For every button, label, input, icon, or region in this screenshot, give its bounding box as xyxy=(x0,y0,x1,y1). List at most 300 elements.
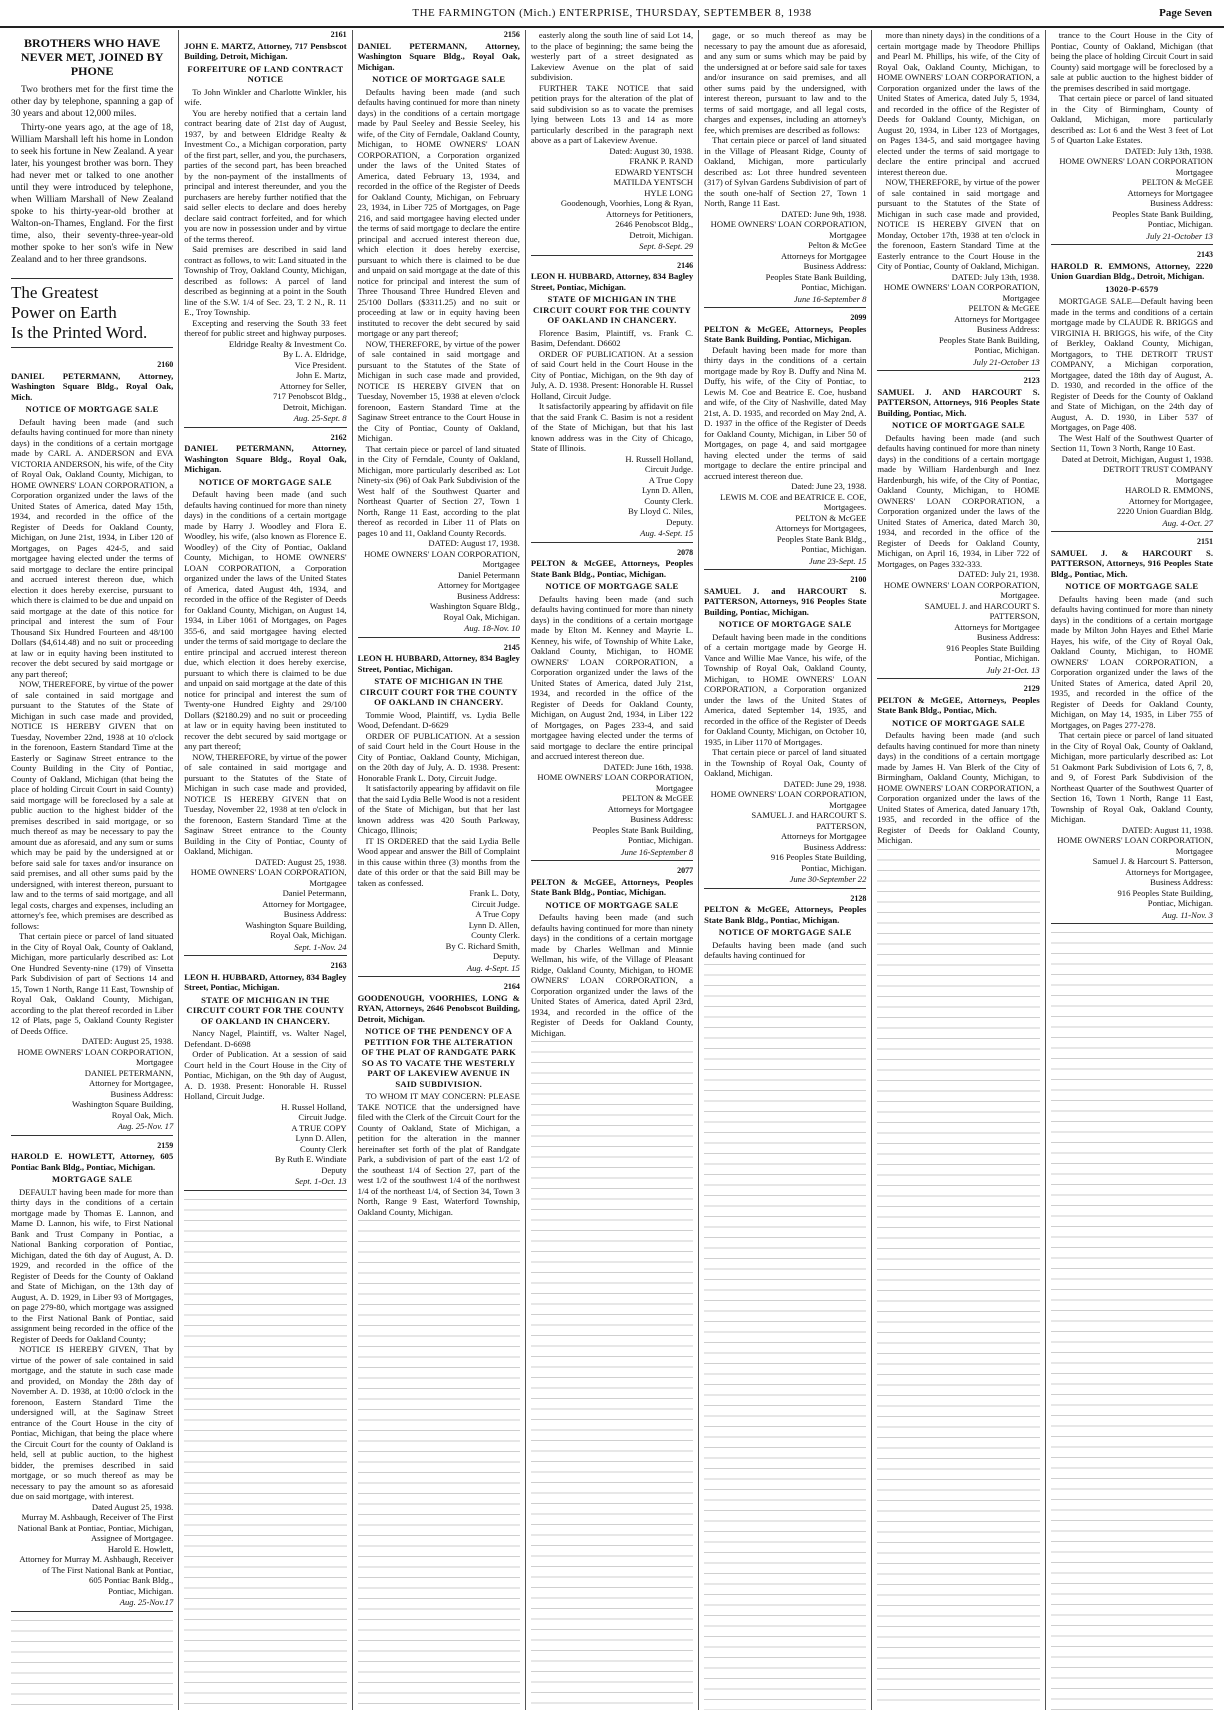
notice-signature-line: PELTON & McGEE xyxy=(795,512,867,523)
notice-signature-line: By Lloyd C. Niles, xyxy=(627,506,694,516)
notice-signature-line: Mortgagees. xyxy=(823,502,867,512)
notice-signature-line: HYLE LONG xyxy=(644,187,694,198)
legal-notice xyxy=(704,894,866,961)
notice-signature-line: Pontiac, Michigan. xyxy=(974,345,1040,355)
notice-attorney-header: JOHN E. MARTZ, Attorney, 717 Pensbscot Building, Detroit, Michigan. xyxy=(184,40,347,61)
masthead xyxy=(0,0,1224,28)
notice-run-dates: Aug. 25-Sept. 8 xyxy=(184,413,346,428)
notice-paragraph: easterly along the south line of said Lot 14, to the place of beginning; the same being the westerly part of a street designated as Lakeview Avenue on the plat of said subdivision. xyxy=(530,30,694,82)
notice-paragraph: NOTICE IS HEREBY GIVEN, That by virtue of the power of sale contained in said mortgage, and the statute in such case made and provided, on Monday the 28th day of November A. D. 1938, at 10:00 o'clock in the forenoon, Eastern Standard Time the undersigned will, at the Saginaw Street entrance of the Court House in the city of Pontiac, Michigan, that being the place where the Circuit Court for the county of Oakland is held, sell at public auction, to the highest bidder, the premises described in said mortgage, or so much thereof as may be necessary to pay the amount so as aforesaid due on said mortgage, with interest. xyxy=(11,1344,174,1501)
notice-run-dates: July 21-October 13 xyxy=(877,357,1039,372)
notice-paragraph: more than ninety days) in the conditions of a certain mortgage made by Theodore Phillips and Pearl M. Phillips, his wife, of the City of Royal Oak, Oakland County, Michigan, to HOME OWNERS' LOAN CORPORATION, a Corporation organized under the laws of the United States of America, dated July 5, 1934, and recorded in the office of the Register of Deeds for Oakland County, Michigan, on August 20, 1934, in Liber 123 of Mortgages, on Pages 134-5, and said mortgagee having elected under the terms of said mortgage to declare the entire principal and accrued interest thereon due. xyxy=(877,30,1040,177)
notice-signature-line: Pontiac, Michigan. xyxy=(108,1585,174,1596)
notice-signature-line: Washington Square Bldg., xyxy=(429,601,520,611)
notice-signature-line: HOME OWNERS' LOAN CORPORATION, xyxy=(710,219,867,229)
newspaper-columns xyxy=(6,30,1218,1710)
notice-paragraph: Defaults having been made (and such defaults having continued for more than ninety days) in the conditions of a certain mortgage made by William Hardenburgh and Inez Hardenburgh, his wife, of the City of Pontiac, Oakland County, Michigan, to HOME OWNERS' LOAN CORPORATION, a Corporation organized under the laws of the United States of America, dated March 30, 1934, and recorded in the office of the Register of Deeds for Oakland County, Michigan, on April 16, 1934, in Liber 722 of Mortgages, on Pages 332-333. xyxy=(877,432,1040,569)
legal-notices xyxy=(531,30,693,1038)
notice-paragraph: That certain piece or parcel of land situated in the City of Ferndale, County of Oakland, Michigan, more particularly described as: Lot Ninety-six (96) of Oak Park Subdivision of the West half of the Southwest Quarter and Northeast Quarter of Section 27, Town 1 North, Range 11 East, according to the plat thereof as recorded in Liber 11 of Plats on pages 10 and 11, Oakland County Records. xyxy=(357,443,520,538)
notice-paragraph: Said premises are described in said land contract as follows, to wit: Land situated in the Township of Troy, Oakland County, Michigan, described as follows: A parcel of land described as beginning at a point in the South line of the S.W. 1/4 of Sec. 23, T. 2 N., R. 11 E., Troy Township. xyxy=(184,244,347,317)
notice-signature-line: Mortgagee xyxy=(1175,474,1213,485)
notice-caption: STATE OF MICHIGAN IN THE CIRCUIT COURT FOR THE COUNTY OF OAKLAND IN CHANCERY. xyxy=(532,294,691,325)
notice-signature-line: Pontiac, Michigan. xyxy=(1147,898,1213,908)
notice-signature-line: Peoples State Bank Building, xyxy=(1112,208,1213,219)
notice-signature-line: Daniel Petermann, xyxy=(282,888,347,898)
notice-caption: NOTICE OF MORTGAGE SALE xyxy=(545,899,679,910)
notice-run-dates: Aug. 18-Nov. 10 xyxy=(358,623,520,638)
notice-signature-line: County Clerk. xyxy=(644,495,694,506)
notice-signature-line: Pontiac, Michigan. xyxy=(801,282,867,292)
notice-caption: NOTICE OF MORTGAGE SALE xyxy=(25,404,159,414)
notice-signature-line: 2646 Penobscot Bldg., xyxy=(615,219,694,229)
notice-signature-line: Mortgagee xyxy=(1175,845,1213,856)
notice-number: 2143 xyxy=(1196,250,1213,259)
notice-caption: NOTICE OF MORTGAGE SALE xyxy=(892,420,1026,430)
promo-line: Is the Printed Word. xyxy=(11,323,148,342)
legal-notice xyxy=(531,548,693,862)
legal-notices xyxy=(358,30,520,1217)
legal-notices xyxy=(704,30,866,961)
notice-signature-line: LEWIS M. COE and BEATRICE E. COE, xyxy=(720,491,867,502)
notice-paragraph: Florence Basim, Plaintiff, vs. Frank C. Basim, Defendant. D6602 xyxy=(530,327,694,348)
notice-number: 2161 xyxy=(330,30,347,39)
notice-paragraph: Defaults having been made (and such defaults having continued for more than ninety days) in the conditions of a certain mortgage made by Paul Seeley and Bessie Seeley, his wife, of the City of Ferndale, Oakland County, Michigan, to HOME OWNERS' LOAN CORPORATION, a Corporation organized under the laws of the United States of America, dated February 13, 1934, and recorded in the office of the Register of Deeds for Oakland County, Michigan, on February 23, 1934, in Liber 725 of Mortgages, on Page 216, and said mortgagee having elected under the terms of said mortgage to declare the entire principal and accrued interest thereon due, which election it does hereby exercise, pursuant to which there is claimed to be due and unpaid on said mortgage at the date of this notice for principal and interest the sum of Three Thousand Three Hundred Eleven and 25/100 Dollars ($3311.25) and no suit or proceeding at law or in equity having been instituted to recover the debt secured by said mortgage or any part thereof; xyxy=(357,86,520,338)
notice-signature-line: Business Address: xyxy=(1150,198,1213,208)
legal-notices xyxy=(1051,30,1213,924)
notice-attorney-header: PELTON & McGEE, Attorneys, Peoples State Bank Bldg., Pontiac, Mich. xyxy=(877,694,1040,715)
notice-signature-line: A True Copy xyxy=(475,909,520,919)
notice-run-dates: June 16-September 8 xyxy=(531,847,693,862)
printed-word-promo xyxy=(11,278,173,348)
notice-run-dates: Aug. 4-Oct. 27 xyxy=(1051,518,1213,533)
notice-signature-line: Pontiac, Michigan. xyxy=(627,835,694,845)
notice-run-dates: July 21-October 13 xyxy=(1051,231,1213,246)
notice-paragraph: NOW, THEREFORE, by virtue of the power of sale contained in said mortgage and pursuant to the Statutes of the State of Michigan in such case made and provided, NOTICE IS HEREBY GIVEN that on Tuesday, November 15, 1938 at eleven o'clock forenoon, Eastern Standard Time at the Saginaw Street entrance to the Court House in the City of Pontiac, County of Oakland, Michigan. xyxy=(357,338,520,443)
legal-notice xyxy=(704,575,866,889)
legal-notice xyxy=(358,982,520,1217)
notice-signature-line: Daniel Petermann xyxy=(458,569,520,580)
notice-signature-line: HOME OWNERS' LOAN CORPORATION, xyxy=(364,548,520,559)
notice-number: 2078 xyxy=(677,547,694,557)
notice-signature-line: John E. Martz, xyxy=(295,370,347,380)
notice-caption: NOTICE OF MORTGAGE SALE xyxy=(718,619,852,629)
notice-dated: DATED: August 25, 1938. xyxy=(81,1036,174,1046)
notice-signature-line: Business Address: xyxy=(457,590,520,601)
notice-signature-line: Attorney for Seller, xyxy=(279,380,347,391)
notice-run-dates: June 23-Sept. 15 xyxy=(704,556,866,571)
notice-signature-line: Attorneys for Mortgagee xyxy=(954,313,1040,324)
notice-signature-line: PELTON & McGEE xyxy=(621,793,694,803)
column-7 xyxy=(1046,30,1218,1710)
notice-signature-line: Attorneys for Petitioners, xyxy=(606,208,694,219)
notice-signature-line: SAMUEL J. and HARCOURT S. PATTERSON, xyxy=(924,600,1040,621)
notice-signature-line: HOME OWNERS' LOAN CORPORATION, xyxy=(537,772,694,782)
notice-paragraph: It satisfactorily appearing by affidavit on file that the said Frank C. Basim is not a resident of the State of Michigan, but that his last known address was in the City of Chicago, State of Illinois. xyxy=(530,401,694,453)
notice-signature-line: Royal Oak, Mich. xyxy=(111,1109,174,1120)
notice-signature-line: PELTON & McGEE xyxy=(968,303,1040,313)
notice-signature-line: County Clerk. xyxy=(471,930,520,940)
legal-notice xyxy=(877,30,1039,371)
legal-notice xyxy=(877,376,1039,679)
notice-attorney-header: SAMUEL J. AND HARCOURT S. PATTERSON, Attorneys, 916 Peoples State Building, Pontiac, Mich. xyxy=(877,386,1040,418)
story-paragraph: Thirty-one years ago, at the age of 18, William Marshall left his home in London to seek his fortune in New Zealand. A year later, his youngest brother was born. They had never met or talked to one another until they were introduced by telephone, when William Marshall of New Zealand spoke to his thirty-year-old brother at Walton-on-Thames, England. For the first time, also, their seventy-three-year-old mother spoke to her son's wife in New Zealand and to her three grandsons. xyxy=(11,123,174,265)
legal-notice xyxy=(531,261,693,543)
notice-number: 2162 xyxy=(330,432,347,442)
notice-attorney-header: SAMUEL J. and HARCOURT S. PATTERSON, Attorneys, 916 Peoples State Building, Pontiac, Michigan. xyxy=(704,585,867,617)
promo-line: Power on Earth xyxy=(11,303,117,322)
notice-signature-line: Business Address: xyxy=(976,632,1040,642)
notice-paragraph: That certain piece or parcel of land situated in the Village of Pleasant Ridge, County of Oakland, Michigan, more particularly described as: Lot three hundred seventeen (317) of Sylvan Gardens Subdivision of part of the south one-half of Section 27, Town 1 North, Range 11 East. xyxy=(704,135,867,208)
notice-signature-line: Vice President. xyxy=(294,359,347,370)
notice-signature-line: HAROLD R. EMMONS, xyxy=(1125,485,1213,495)
notice-paragraph: That certain piece or parcel of land situated in the Township of Royal Oak, County of Oakland, Michigan. xyxy=(704,747,867,778)
page-number: Page Seven xyxy=(1159,7,1212,19)
notice-signature-line: Peoples State Bank Building, xyxy=(938,334,1040,345)
notice-signature-line: By C. Richard Smith, xyxy=(445,940,520,951)
notice-paragraph: FURTHER TAKE NOTICE that said petition prays for the alteration of the plat of said subdivision so as to vacate the premises lying between Lots 13 and 14 as more particularly described in the paragraph next above as a part of Lakeview Avenue. xyxy=(530,82,694,145)
notice-signature-line: Peoples State Bank Building, xyxy=(765,271,867,282)
notice-attorney-header: LEON H. HUBBARD, Attorney, 834 Bagley Street, Pontiac, Michigan. xyxy=(530,271,694,292)
notice-signature-line: 916 Peoples State Building, xyxy=(1117,887,1213,898)
notice-signature-line: Attorneys for Mortgagee, xyxy=(1125,866,1213,877)
notice-paragraph: Order of Publication. At a session of said Court held in the Court House in the City of Pontiac, Michigan, on the 9th day of August, A. D. 1938. Present: Honorable H. Russel Holland, Circuit Judge. xyxy=(184,1049,347,1101)
legal-notice xyxy=(531,30,693,256)
notice-run-dates: Sept. 1-Nov. 24 xyxy=(184,942,346,957)
notice-signature-line: H. Russel Holland, xyxy=(281,1101,347,1112)
notice-signature-line: Business Address: xyxy=(283,909,347,919)
legal-notice xyxy=(1051,537,1213,924)
notice-signature-line: Pontiac, Michigan. xyxy=(801,862,867,873)
notice-paragraph: Defaults having been made (and such defaults having continued for more than ninety days) in the conditions of a certain mortgage made by Charles Wellman and Minnie Wellman, his wife, of the Village of Pleasant Ridge, Oakland County, Michigan, to HOME OWNERS' LOAN CORPORATION, a Corporation organized under the laws of the United States of America, dated April 23rd, 1934, and recorded in the office of the Register of Deeds for Oakland County, Michigan. xyxy=(530,912,694,1038)
notice-signature-line: Eldridge Realty & Investment Co. xyxy=(228,338,347,349)
notice-caption: STATE OF MICHIGAN IN THE CIRCUIT COURT FOR THE COUNTY OF OAKLAND IN CHANCERY. xyxy=(186,994,345,1026)
notice-signature-line: Peoples State Bank Bldg., xyxy=(776,533,867,544)
notice-signature-line: Detroit, Michigan. xyxy=(629,229,694,240)
notice-paragraph: To John Winkler and Charlotte Winkler, his wife. xyxy=(184,86,347,107)
notice-paragraph: It satisfactorily appearing by affidavit on file that the said Lydia Belle Wood is not a resident of the State of Michigan, but that her last known address was 420 South Parkway, Chicago, Illinois; xyxy=(357,783,520,835)
notice-attorney-header: HAROLD R. EMMONS, Attorney, 2220 Union Guardian Bldg., Detroit, Michigan. xyxy=(1050,260,1213,281)
notice-paragraph: gage, or so much thereof as may be necessary to pay the amount due as aforesaid, and any sum or sums which may be paid by the undersigned at or before said sale for taxes and/or insurance on said premises, and all other sums paid by the undersigned, with interest thereon, pursuant to law and to the terms of said mortgage, and all legal costs, charges and expenses, including an attorney's fee, which premises are described as follows: xyxy=(704,30,867,135)
notice-caption: NOTICE OF THE PENDENCY OF A PETITION FOR THE ALTERATION OF THE PLAT OF RANDGATE PARK SO AS TO VACATE THE WESTERLY PART OF LAKEVIEW AVENUE IN SAID SUBDIVISION. xyxy=(361,1026,517,1089)
notice-number: 2151 xyxy=(1196,537,1213,546)
notice-caption: NOTICE OF MORTGAGE SALE xyxy=(718,927,852,937)
notice-signature-line: Business Address: xyxy=(803,841,867,852)
legal-notice xyxy=(704,30,866,308)
notice-attorney-header: PELTON & McGEE, Attorneys, Peoples State Bank Bldg., Pontiac, Michigan. xyxy=(530,876,694,897)
promo-line: The Greatest xyxy=(11,283,99,302)
story-paragraph: Two brothers met for the first time the other day by telephone, spanning a gap of 30 years and about 12,000 miles. xyxy=(11,85,174,119)
notice-attorney-header: PELTON & McGEE, Attorneys, Peoples State Bank Building, Pontiac, Michigan. xyxy=(704,323,867,344)
notice-signature-line: Lynn D. Allen, xyxy=(295,1133,347,1143)
notice-signature-line: Attorneys for Mortgagee xyxy=(954,621,1040,632)
notice-paragraph: That certain piece or parcel of land situated in the City of Royal Oak, County of Oakland, Michigan, more particularly described as: Lot One Hundred Seventy-nine (179) of Vinsetta Park Subdivision of part of Sections 14 and 15, Town 1 North, Range 11 East, Township of Royal Oak, Oakland County, Michigan, according to the plat thereof recorded in Liber 12 of Plats, page 5, Oakland County Register of Deeds Office. xyxy=(11,931,174,1036)
notice-signature-line: Harold E. Howlett, xyxy=(107,1543,174,1554)
notice-run-dates: Aug. 25-Nov. 17 xyxy=(11,1121,173,1136)
notice-caption: NOTICE OF MORTGAGE SALE xyxy=(372,74,506,84)
notice-dated: Dated: August 30, 1938. xyxy=(609,145,694,156)
notice-dated: DATED: August 17, 1938. xyxy=(428,538,520,548)
notice-signature-line: Business Address: xyxy=(110,1088,174,1099)
notice-number: 2163 xyxy=(330,961,347,970)
legal-notices xyxy=(11,360,173,1612)
notice-number: 2156 xyxy=(503,30,520,39)
story-headline: BROTHERS WHO HAVE NEVER MET, JOINED BY PHONE xyxy=(20,36,164,78)
column-text-continuation xyxy=(531,1038,693,1710)
notice-attorney-header: DANIEL PETERMANN, Attorney, Washington Square Bldg., Royal Oak, Mich. xyxy=(11,370,174,402)
notice-signature-line: SAMUEL J. and HARCOURT S. PATTERSON, xyxy=(751,810,867,831)
notice-dated: DATED: July 13th, 1938. xyxy=(951,271,1040,282)
notice-signature-line: A TRUE COPY xyxy=(291,1122,347,1133)
notice-signature-line: 717 Penobscot Bldg., xyxy=(273,391,347,401)
notice-signature-line: Attorney for Mortgagee, xyxy=(89,1078,174,1088)
legal-notice xyxy=(184,961,346,1191)
notice-signature-line: Attorneys for Mortgagee xyxy=(607,803,694,814)
notice-signature-line: Washington Square Building, xyxy=(245,919,347,930)
notice-signature-line: Attorney for Mortgagee xyxy=(437,580,520,590)
notice-dated: Dated: June 23, 1938. xyxy=(791,481,867,491)
column-text-continuation xyxy=(704,961,866,1711)
notice-number: 2159 xyxy=(157,1140,174,1150)
notice-number: 2160 xyxy=(157,360,174,369)
column-text-continuation xyxy=(184,1196,346,1711)
notice-signature-line: Deputy xyxy=(321,1164,347,1175)
newspaper-title: THE FARMINGTON (Mich.) ENTERPRISE, THURSDAY, SEPTEMBER 8, 1938 xyxy=(412,7,812,19)
notice-run-dates: Aug. 4-Sept. 15 xyxy=(358,963,520,978)
notice-attorney-header: LEON H. HUBBARD, Attorney, 834 Bagley Street, Pontiac, Michigan. xyxy=(184,971,347,992)
notice-paragraph: Defaults having been made (and such defaults having continued for more than ninety days) in the conditions of a certain mortgage made by Elton M. Kenney and Mayrie L. Kenney, his wife, of Township of White Lake, Oakland County, Michigan, to HOME OWNERS' LOAN CORPORATION, a Corporation organized under the laws of the United States of America, dated July 21st, 1934, and recorded in the office of the Register of Deeds for Oakland County, Michigan, on August 2nd, 1934, in Liber 122 of Mortgages, on Pages 233-4, and said mortgagee having elected under the terms of said mortgage to declare the entire principal and accrued interest thereon due. xyxy=(530,593,694,761)
notice-paragraph: Defaults having been made (and such defaults having continued for xyxy=(704,939,867,960)
notice-paragraph: Excepting and reserving the South 33 feet thereof for public street and highway purposes. xyxy=(184,317,347,338)
column-text-continuation xyxy=(11,1617,173,1711)
notice-signature-line: Business Address: xyxy=(630,814,694,824)
notice-run-dates: June 16-September 8 xyxy=(704,294,866,309)
notice-signature-line: HOME OWNERS' LOAN CORPORATION, xyxy=(1057,835,1213,845)
legal-notice xyxy=(184,433,346,957)
notice-signature-line: Mortgagee xyxy=(1002,292,1040,303)
notice-signature-line: HOME OWNERS' LOAN CORPORATION, xyxy=(17,1046,174,1057)
column-6 xyxy=(872,30,1045,1710)
notice-dated: DATED: August 25, 1938. xyxy=(255,856,347,867)
notice-signature-line: EDWARD YENTSCH xyxy=(614,166,694,177)
notice-caption: NOTICE OF MORTGAGE SALE xyxy=(1065,581,1199,591)
notice-paragraph: IT IS ORDERED that the said Lydia Belle Wood appear and answer the Bill of Complaint in this cause within three (3) months from the date of this order or that the said Bill may be taken as confessed. xyxy=(357,835,520,888)
notice-attorney-header: DANIEL PETERMANN, Attorney, Washington Square Bldg., Royal Oak, Michigan. xyxy=(184,443,347,474)
notice-signature-line: Attorney for Mortgagee, xyxy=(1128,495,1213,506)
notice-paragraph: NOW, THEREFORE, by virtue of the power of sale contained in said mortgage and pursuant to the Statutes of the State of Michigan in such case made and provided, NOTICE IS HEREBY GIVEN that on Monday, October 17th, 1938 at ten o'clock in the forenoon, Eastern Standard Time at the Easterly entrance to the Court House in the City of Pontiac, County of Oakland, Michigan. xyxy=(877,177,1040,271)
notice-signature-line: Mortgagee. xyxy=(1000,590,1040,600)
notice-signature-line: 2220 Union Guardian Bldg. xyxy=(1117,506,1213,516)
column-5 xyxy=(699,30,872,1710)
legal-notice xyxy=(1051,30,1213,245)
notice-signature-line: Mortgagee xyxy=(482,559,520,569)
notice-signature-line: Mortgagee xyxy=(1175,166,1213,177)
notice-signature-line: Royal Oak, Michigan. xyxy=(270,930,347,940)
notice-paragraph: ORDER OF PUBLICATION. At a session of said Court held in the Court House in the City of Pontiac, Oakland County, Michigan, on the 20th day of July, A. D. 1938. Present: Honorable Frank L. Doty, Circuit Judge. xyxy=(357,730,520,783)
notice-paragraph: That certain piece or parcel of land situated in the City of Birmingham, County of Oakland, Michigan, more particularly described as: Lot 6 and the West 3 feet of Lot 5 of Quarton Lake Estates. xyxy=(1050,93,1213,145)
notice-signature-line: Attorneys for Mortgagee xyxy=(780,831,867,841)
notice-attorney-header: SAMUEL J. & HARCOURT S. PATTERSON, Attorneys, 916 Peoples State Bldg., Pontiac, Mich. xyxy=(1050,547,1213,579)
column-2 xyxy=(179,30,352,1710)
notice-dated: DATED: July 21, 1938. xyxy=(958,569,1040,579)
notice-run-dates: Aug. 4-Sept. 15 xyxy=(531,528,693,543)
notice-signature-line: PELTON & McGEE xyxy=(1141,177,1213,187)
notice-paragraph: NOW, THEREFORE, by virtue of the power of sale contained in said mortgage and pursuant to the Statutes of the State of Michigan in such case made and provided, NOTICE IS HEREBY GIVEN that on Tuesday, November 22, 1938 at ten o'clock in the forenoon, Eastern Standard Time at the Saginaw Street entrance to the County Building in the City of Pontiac, County of Oakland, Michigan. xyxy=(184,751,347,856)
notice-signature-line: Detroit, Michigan. xyxy=(282,401,347,412)
notice-signature-line: Pontiac, Michigan. xyxy=(801,544,867,554)
notice-paragraph: Tommie Wood, Plaintiff, vs. Lydia Belle Wood, Defendant. D-6629 xyxy=(357,709,520,730)
legal-notice xyxy=(1051,250,1213,532)
notice-signature-line: HOME OWNERS' LOAN CORPORATION, xyxy=(190,867,347,877)
legal-notice xyxy=(531,866,693,1038)
column-3 xyxy=(353,30,526,1710)
notice-attorney-header: HAROLD E. HOWLETT, Attorney, 605 Pontiac Bank Bldg., Pontiac, Michigan. xyxy=(11,1151,174,1172)
notice-signature-line: Mortgagee xyxy=(309,877,347,888)
notice-attorney-header: GOODENOUGH, VOORHIES, LONG & RYAN, Attorneys, 2646 Penobscot Building, Detroit, Michigan. xyxy=(357,992,520,1024)
notice-paragraph: Default having been made in the conditions of a certain mortgage made by George H. Vance and Willie Mae Vance, his wife, of the Township of Royal Oak, Oakland County, Michigan, to HOME OWNERS' LOAN CORPORATION, a Corporation organized under the laws of the United States of America, dated September 14, 1935, and recorded in the office of the Register of Deeds for Oakland County, Michigan, on October 10, 1935, in Liber 1170 of Mortgages. xyxy=(704,631,867,747)
notice-paragraph: That certain piece or parcel of land situated in the City of Royal Oak, County of Oakland, Michigan, more particularly described as: Lot 51 Oakmont Park Subdivision of Lots 6, 7, 8, and 9, of Forest Park Subdivision of the Northeast Quarter of the Southwest Quarter of Section 16, Town 1 North, Range 11 East, Township of Royal Oak, Oakland County, Michigan. xyxy=(1050,730,1213,824)
story-body xyxy=(11,84,173,266)
notice-signature-line: Attorney for Mortgagee, xyxy=(262,898,347,909)
notice-signature-line: Mortgagee xyxy=(655,782,694,793)
notice-signature-line: Attorneys for Mortgagee xyxy=(780,250,867,261)
notice-run-dates: Aug. 11-Nov. 3 xyxy=(1051,910,1213,925)
notice-signature-line: DETROIT TRUST COMPANY xyxy=(1102,464,1213,474)
notice-caption: STATE OF MICHIGAN IN THE CIRCUIT COURT FOR THE COUNTY OF OAKLAND IN CHANCERY. xyxy=(359,676,518,707)
column-text-continuation xyxy=(1051,929,1213,1710)
notice-signature-line: FRANK P. RAND xyxy=(629,156,694,166)
notice-dated: DATED: July 13th, 1938. xyxy=(1124,145,1213,156)
notice-paragraph: ORDER OF PUBLICATION. At a session of said Court held in the Court House in the City of Pontiac, Michigan, on the 9th day of July, A. D. 1938. Present: Honorable H. Russel Holland, Circuit Judge. xyxy=(530,348,694,401)
notice-run-dates: Sept. 1-Oct. 13 xyxy=(184,1176,346,1191)
notice-dated: Dated August 25, 1938. xyxy=(91,1501,174,1512)
legal-notice xyxy=(358,30,520,638)
notice-signature-line: Attorneys for Mortgagee xyxy=(1127,187,1213,198)
notice-dated: DATED: August 11, 1938. xyxy=(1121,824,1213,835)
notice-number: 2164 xyxy=(503,982,520,991)
legal-notice xyxy=(184,30,346,428)
notice-signature-line: A True Copy xyxy=(648,474,694,485)
notice-signature-line: Frank L. Doty, xyxy=(469,888,520,898)
notice-caption: NOTICE OF MORTGAGE SALE xyxy=(892,717,1026,728)
notice-run-dates: Sept. 8-Sept. 29 xyxy=(531,241,693,256)
notice-paragraph: Default having been made (and such defaults having continued for more than ninety days) in the conditions of a certain mortgage made by CARL A. ANDERSON and EVA VICTORIA ANDERSON, his wife, of the City of Royal Oak, Oakland County, Michigan, to HOME OWNERS' LOAN CORPORATION, a Corporation organized under the laws of the United States of America, dated May 15th, 1934, and recorded in the office of the Register of Deeds for Oakland County, Michigan, on June 21st, 1934, in Liber 120 of Mortgages, on Pages 424-5, and said mortgagee having elected under the terms of said mortgage to declare the entire principal and accrued interest thereon due, which election it does hereby exercise, pursuant to which there is claimed to be due and unpaid on said mortgage at the date of this notice for principal and interest the sum of Four Thousand Six Hundred Fourteen and 48/100 Dollars ($4,614.48) and no suit or proceeding at law or in equity having been instituted to recover the debt secured by said mortgage or any part thereof; xyxy=(11,416,174,679)
column-4 xyxy=(526,30,699,1710)
notice-signature-line: Attorneys for Mortgagees, xyxy=(775,523,867,533)
notice-signature-line: Business Address: xyxy=(803,261,867,271)
legal-notices xyxy=(184,30,346,1191)
notice-paragraph: Defaults having been made (and such defaults having continued for more than ninety days) in the conditions of a certain mortgage made by James H. Van Blerk of the City of Birmingham, Oakland County, Michigan, to HOME OWNERS' LOAN CORPORATION, a Corporation organized under the laws of the United States of America, dated January 17th, 1935, and recorded in the office of the Register of Deeds for Oakland County, Michigan. xyxy=(877,730,1040,845)
notice-run-dates: Aug. 25-Nov.17 xyxy=(11,1597,173,1612)
notice-signature-line: 916 Peoples State Building xyxy=(946,642,1040,653)
notice-signature-line: Murray M. Ashbaugh, Receiver of The First National Bank at Pontiac, Pontiac, Michigan, xyxy=(17,1512,174,1533)
notice-signature-line: Circuit Judge. xyxy=(644,464,694,474)
notice-signature-line: Peoples State Bank Building, xyxy=(592,824,694,835)
notice-dated: DATED: June 29, 1938. xyxy=(783,778,867,789)
notice-signature-line: County Clerk xyxy=(300,1143,347,1154)
notice-signature-line: Washington Square Building, xyxy=(72,1099,174,1109)
notice-signature-line: Mortgagee xyxy=(136,1057,174,1067)
notice-signature-line: Deputy. xyxy=(492,951,520,961)
legal-notices xyxy=(877,30,1039,846)
legal-notice xyxy=(877,684,1039,846)
notice-paragraph: The West Half of the Southwest Quarter of Section 11, Town 3 North, Range 10 East. xyxy=(1050,432,1213,453)
notice-attorney-header: LEON H. HUBBARD, Attorney, 834 Bagley Street, Pontiac, Michigan. xyxy=(357,653,520,674)
notice-paragraph: Default having been made (and such defaults having continued for more than ninety days) in the conditions of a certain mortgage made by Harry J. Woodley and Flora E. Woodley, his wife, (also known as Florence E. Woodley) of the City of Pontiac, Oakland County, Michigan, to HOME OWNERS' LOAN CORPORATION, a Corporation organized under the laws of the United States of America, dated August 4th, 1934, and recorded in the office of the Register of Deeds for Oakland County, Michigan, on August 14, 1934, in Liber 1061 of Mortgages, on Pages 355-6, and said mortgagee having elected under the terms of said mortgage to declare the entire principal and accrued interest thereon due, which election it does hereby exercise, pursuant to which there is claimed to be due and unpaid on said mortgage at the date of this notice for principal and interest the sum of Twenty-one Hundred Eighty and 29/100 Dollars ($2180.29) and no suit or proceeding at law or in equity having been instituted to recover the debt secured by said mortgage or any part thereof; xyxy=(184,489,347,751)
notice-signature-line: Goodenough, Voorhies, Long & Ryan, xyxy=(560,198,694,208)
legal-notice xyxy=(11,1141,173,1612)
notice-caption: NOTICE OF MORTGAGE SALE xyxy=(198,476,332,487)
notice-signature-line: By L. A. Eldridge, xyxy=(283,349,347,359)
notice-paragraph: DEFAULT having been made for more than thirty days in the conditions of a certain mortgage made by Thomas E. Lannon, and Mame D. Lannon, his wife, to First National Bank and Trust Company in Pontiac, a National Banking corporation of Pontiac, Michigan, dated the 6th day of August, A. D. 1929, and recorded in the office of the Register of Deeds for the County of Oakland and State of Michigan, on the 13th day of August, A. D. 1929, in Liber 93 of Mortgages, on page 279-80, which mortgage was assigned to the First National Bank of Pontiac, said assignment being recorded in the office of the Register of Deeds for Oakland County; xyxy=(11,1186,174,1344)
notice-signature-line: HOME OWNERS' LOAN CORPORATION xyxy=(1059,156,1213,166)
notice-number: 2146 xyxy=(677,260,694,270)
notice-signature-line: Assignee of Mortgagee. xyxy=(90,1533,174,1543)
notice-signature-line: Mortgagee xyxy=(829,799,867,810)
notice-signature-line: Pontiac, Michigan. xyxy=(1147,219,1213,229)
notice-signature-line: 916 Peoples State Building, xyxy=(770,852,867,862)
notice-signature-line: Samuel J. & Harcourt S. Patterson, xyxy=(1092,856,1213,866)
notice-signature-line: Royal Oak, Michigan. xyxy=(443,611,520,622)
notice-signature-line: HOME OWNERS' LOAN CORPORATION, xyxy=(710,789,867,799)
notice-paragraph: TO WHOM IT MAY CONCERN: PLEASE TAKE NOTICE that the undersigned have filed with the Clerk of the Circuit Court for the County of Oakland, State of Michigan, a petition for the alteration in the manner hereinafter set forth of the plat of Randgate Park, a subdivision of part of the east 1/2 of the southeast 1/4 of Section 27, part of the west 1/2 of the southwest 1/4 of the northwest 1/4 of the northeast 1/4, of Section 34, Town 3 North, Range 9 East, Waterford Township, Oakland County, Michigan. xyxy=(357,1091,520,1217)
notice-dated: DATED: June 16th, 1938. xyxy=(603,761,694,772)
notice-paragraph: Nancy Nagel, Plaintiff, vs. Walter Nagel, Defendant. D-6698 xyxy=(184,1028,347,1049)
notice-signature-line: Business Address: xyxy=(1150,877,1213,887)
notice-paragraph: NOW, THEREFORE, by virtue of the power of sale contained in said mortgage and pursuant to the Statutes of the State of Michigan in such case made and provided, NOTICE IS HEREBY GIVEN that on Tuesday, November 22nd, 1938 at 10 o'clock in the forenoon, Eastern Standard Time at the Easterly or Saginaw Street entrance to the County Building in the City of Pontiac, County of Oakland, Michigan (that being the place of holding Circuit Court in said County) said mortgage will be foreclosed by a sale at public auction to the highest bidder of the premises described in said mortgage, or so much thereof as may be necessary to pay the amount due as aforesaid, and any sum or sums which may be paid by the undersigned at or before said sale for taxes and/or insurance on said premises, and all other sums paid by the undersigned, with interest thereon, pursuant to law and to the terms of said mortgage, and all legal costs, charges and expenses, including an attorney's fee, which premises are described as follows: xyxy=(11,679,174,931)
legal-notice xyxy=(358,643,520,978)
notice-caption: 13020-P-6579 xyxy=(1105,283,1159,294)
notice-signature-line: Pelton & McGee xyxy=(808,240,867,250)
notice-attorney-header: DANIEL PETERMANN, Attorney, Washington Square Bldg., Royal Oak, Michigan. xyxy=(357,40,520,72)
notice-signature-line: H. Russell Holland, xyxy=(625,453,694,464)
notice-caption: MORTGAGE SALE xyxy=(52,1174,133,1184)
notice-number: 2100 xyxy=(850,575,867,584)
notice-run-dates: July 21-Oct. 13 xyxy=(877,665,1039,680)
column-text-continuation xyxy=(358,1217,520,1710)
notice-number: 2129 xyxy=(1023,684,1040,693)
notice-number: 2128 xyxy=(850,893,867,903)
notice-signature-line: Pontiac, Michigan. xyxy=(974,653,1040,663)
notice-attorney-header: PELTON & McGEE, Attorneys, Peoples State Bank Bldg., Pontiac, Michigan. xyxy=(704,904,867,925)
column-1 xyxy=(6,30,179,1710)
notice-run-dates: June 30-September 22 xyxy=(704,874,866,889)
notice-signature-line: Circuit Judge. xyxy=(298,1112,347,1122)
notice-caption: FORFEITURE OF LAND CONTRACT NOTICE xyxy=(187,63,344,84)
notice-signature-line: Lynn D. Allen, xyxy=(642,485,694,495)
notice-signature-line: DANIEL PETERMANN, xyxy=(84,1067,174,1078)
notice-dated: DATED: June 9th, 1938. xyxy=(781,208,867,219)
notice-signature-line: Deputy. xyxy=(666,516,694,527)
column-text-continuation xyxy=(877,846,1039,1711)
notice-signature-line: By Ruth E. Windiate xyxy=(274,1154,347,1164)
notice-number: 2123 xyxy=(1023,376,1040,385)
notice-paragraph: trance to the Court House in the City of Pontiac, County of Oakland, Michigan (that being the place of holding Circuit Court in said County) said mortgage will be foreclosed by a sale at public auction to the highest bidder of the premises described in said mortgage. xyxy=(1050,30,1213,93)
notice-paragraph: Default having been made for more than thirty days in the conditions of a certain mortgage made by Roy B. Duffy and Nina M. Duffy, his wife, of the City of Pontiac, to Lewis M. Coe and Beatrice E. Coe, husband and wife, of the City of Nashville, dated May 21st, A. D. 1935, and recorded on May 2nd, A. D. 1937 in the office of the Register of Deeds for Oakland County, Michigan, in Liber 50 of Mortgages, on page 4, and said mortgagee having elected under the terms of said mortgage to declare the entire principal and accrued interest thereon due. xyxy=(704,344,867,481)
notice-signature-line: Attorney for Murray M. Ashbaugh, Receiver of The First National Bank at Pontiac, xyxy=(19,1554,174,1575)
notice-number: 2077 xyxy=(677,866,694,875)
notice-signature-line: HOME OWNERS' LOAN CORPORATION, xyxy=(883,282,1040,292)
notice-dated: Dated at Detroit, Michigan, August 1, 1938. xyxy=(1061,453,1213,464)
legal-notice xyxy=(704,313,866,570)
notice-caption: NOTICE OF MORTGAGE SALE xyxy=(545,581,679,591)
notice-paragraph: You are hereby notified that a certain land contract bearing date of 21st day of August, 1937, by and between Eldridge Realty & Investment Co., a Michigan corporation, party of the first part, seller, and you, the purchasers, parties of the second part, has been breached by the non-payment of the installments of principal and interest thereunder, and you the purchasers are hereby further notified that the said seller elects to declare and does hereby declare said contract forfeited, and for which you are now in possession under and by virtue of the terms thereof. xyxy=(184,107,347,244)
notice-signature-line: Lynn D. Allen, xyxy=(468,919,520,930)
notice-signature-line: HOME OWNERS' LOAN CORPORATION, xyxy=(883,579,1040,590)
notice-signature-line: Business Address: xyxy=(976,324,1040,334)
notice-paragraph: Defaults having been made (and such defaults having continued for more than ninety days) in the conditions of a certain mortgage made by Milton John Hayes and Ethel Marie Hayes, his wife, of the City of Royal Oak, Oakland County, Michigan, to HOME OWNERS' LOAN CORPORATION, a Corporation organized under the laws of the United States of America, dated April 20, 1935, and recorded in the office of the Register of Deeds for Oakland County, Michigan, on May 14, 1935, in Liber 755 of Mortgages, on Pages 277-278. xyxy=(1050,593,1213,730)
legal-notice xyxy=(11,360,173,1136)
notice-number: 2145 xyxy=(503,642,520,652)
